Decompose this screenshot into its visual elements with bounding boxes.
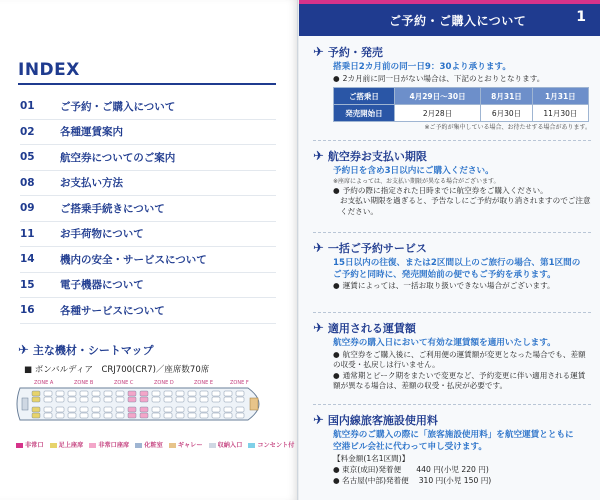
seat [176,407,184,412]
section-title: 航空券お支払い期限 [327,150,427,163]
left-page [0,0,298,500]
index-num: 11 [20,227,35,240]
legend-exit-seat: 非常口座席 [89,440,129,449]
index-num: 15 [20,278,35,291]
seat [140,413,148,418]
seat [164,407,172,412]
legend-exit: 非常口 [16,440,44,449]
divider [313,404,591,406]
index-item[interactable] [20,298,276,324]
seat [116,391,124,396]
section-title: 一括ご予約サービス [327,242,427,255]
highlight-text: 搭乗日2カ月前の同一日9：30より承ります。 [333,62,511,72]
seat [32,407,40,412]
seat [92,397,100,402]
seat [152,407,160,412]
zone-label-f: ZONE F [230,380,249,386]
fee-row: ● 東京(成田)発着便 440 円(小児 220 円) [333,465,489,475]
airplane-icon: ✈ [313,320,324,336]
index-rule [18,83,276,85]
seat [80,391,88,396]
seat [176,397,184,402]
highlight-text: 15日以内の往復、または2区間以上のご旅行の場合、第1区間の [333,258,581,268]
aircraft-label: ■ ボンバルディア CRJ700(CR7)／座席数70席 [24,365,210,375]
seat [236,397,244,402]
seat [56,391,64,396]
seat [92,407,100,412]
table-row-header: 発売開始日 [334,105,395,122]
seat [236,391,244,396]
index-item[interactable] [20,94,276,120]
seat [92,413,100,418]
legend-storage: 収納入口 [209,440,243,449]
airplane-icon: ✈ [313,412,324,428]
seat [164,397,172,402]
index-num: 09 [20,202,35,215]
index-label: お支払い方法 [60,177,123,190]
seat [188,413,196,418]
index-num: 14 [20,253,35,266]
seat [68,397,76,402]
seat [44,413,52,418]
seat [188,397,196,402]
seat [32,413,40,418]
seat [224,413,232,418]
seat [236,413,244,418]
highlight-text: 空港ビル会社に代わって申し受けます。 [333,441,487,452]
seat [128,413,136,418]
sales-schedule-table [333,87,589,122]
index-num: 08 [20,176,35,189]
zone-label-b: ZONE B [74,380,94,386]
legend-outlet: コンセント付 [248,440,294,449]
table-row-header: ご搭乗日 [334,88,395,105]
index-item[interactable] [20,222,276,248]
bullet-text: ● 通常期とピーク期をまたいで変更など、予約変更に伴い適用される運賃額が異なる場合は、差額の収受・払戻が必要です。 [333,370,586,391]
seat [128,407,136,412]
index-label: ご予約・ご購入について [60,100,176,113]
table-cell: 4月29日～30日 [394,88,480,105]
seat [128,391,136,396]
zone-label-a: ZONE A [34,380,54,386]
index-item[interactable] [20,273,276,299]
index-item[interactable] [20,171,276,197]
index-label: お手荷物について [60,228,144,241]
seat [236,407,244,412]
index-label: 航空券についてのご案内 [60,151,176,164]
highlight-text: 航空券の購入日において有効な運賃額を適用いたします。 [333,338,556,348]
seat [140,391,148,396]
highlight-text: 航空券のご購入の際に「旅客施設使用料」を航空運賃とともに [333,430,574,440]
seat [164,413,172,418]
airplane-icon: ✈ [313,148,324,164]
fee-row: ● 名古屋(中部)発着便 310 円(小児 150 円) [333,476,492,486]
seat [200,413,208,418]
zone-label-c: ZONE C [114,380,134,386]
note-text: ※ご予約が集中している場合、お待たせする場合があります。 [424,124,591,132]
seat [68,407,76,412]
index-label: 各種サービスについて [60,304,165,317]
section-bulk-reservation [313,240,591,292]
seat [200,391,208,396]
seat [152,397,160,402]
seat [80,407,88,412]
bullet-text: ● 2カ月前に同一日がない場合は、下記のとおりとなります。 [333,73,545,83]
index-label: ご搭乗手続きについて [60,202,165,215]
section-title: 国内線旅客施設使用料 [327,414,438,427]
bullet-text: ● 航空券をご購入後に、ご利用便の運賃額が変更となった場合でも、差額の収受・払戻しは行いません。 [333,349,586,370]
highlight-text: 予約日を含め3日以内にご購入ください。 [333,166,494,176]
seat [188,407,196,412]
index-item[interactable] [20,247,276,273]
seat [80,413,88,418]
index-num: 01 [20,100,35,113]
table-cell: 2月28日 [394,105,480,122]
section-facility-fee [313,412,591,486]
section-title: 適用される運賃額 [327,322,416,335]
section-number: 1 [576,9,586,25]
index-label: 電子機器について [60,279,144,292]
seat [140,407,148,412]
seat [176,413,184,418]
seat [176,391,184,396]
seat [32,397,40,402]
index-label: 各種運賃案内 [60,126,123,139]
bullet-continuation: お支払い期限を過ぎると、予告なしにご予約が取り消されますのでご注意ください。 [340,196,591,216]
section-header-title: ご予約・ご購入について [389,14,527,28]
divider [313,232,591,234]
seat [224,407,232,412]
seatmap-title-text: 主な機材・シートマップ [32,344,154,357]
index-num: 02 [20,125,35,138]
seat [140,397,148,402]
seat [224,391,232,396]
seat [116,397,124,402]
seatmap-legend [16,440,295,449]
seat [152,391,160,396]
section-title: 予約・発売 [327,46,383,59]
index-list [20,94,276,324]
seat [104,391,112,396]
section-payment-deadline [313,148,591,218]
seat [56,413,64,418]
seat [56,407,64,412]
index-item[interactable] [20,145,276,171]
seat [212,413,220,418]
table-cell: 11月30日 [532,105,588,122]
zone-label-e: ZONE E [194,380,214,386]
seat [68,391,76,396]
seat [152,413,160,418]
right-page [299,0,600,500]
index-item[interactable] [20,120,276,146]
index-num: 16 [20,304,35,317]
fee-heading: 【料金額(1名1区間)】 [333,454,410,464]
index-label: 機内の安全・サービスについて [60,253,207,266]
airplane-icon: ✈ [18,342,29,358]
legend-galley: ギャレー [169,440,203,449]
airplane-icon: ✈ [313,240,324,256]
table-cell: 6月30日 [481,105,533,122]
zone-label-d: ZONE D [154,380,174,386]
divider [313,312,591,314]
seat [44,407,52,412]
index-item[interactable] [20,196,276,222]
legend-legroom: 足上座席 [50,440,84,449]
seat [104,407,112,412]
section-reservation [313,44,591,132]
seat [92,391,100,396]
legend-lavatory: 化粧室 [135,440,163,449]
header-accent [299,0,600,4]
seat [212,391,220,396]
seat [104,413,112,418]
seat [104,397,112,402]
seat [56,397,64,402]
seat [200,397,208,402]
seat [164,391,172,396]
index-title: INDEX [18,60,80,80]
bullet-text: ● 運賃によっては、一括お取り扱いできない場合がございます。 [333,281,555,291]
seat [68,413,76,418]
table-cell: 1月31日 [532,88,588,105]
seat [116,413,124,418]
airplane-icon: ✈ [313,44,324,60]
seat [224,397,232,402]
section-applicable-fare [313,320,591,392]
seat [212,407,220,412]
seat [200,407,208,412]
seat [44,391,52,396]
seat [212,397,220,402]
seatmap-diagram [12,374,274,434]
note-text: ※座席によっては、お支払い期限が異なる場合がございます。 [333,177,500,185]
bullet-text: ● 予約の際に指定された日時までに航空券をご購入ください。 [333,185,548,195]
table-cell: 8月31日 [481,88,533,105]
seat [44,397,52,402]
seatmap-title [18,342,153,358]
seat [128,397,136,402]
highlight-text: ご予約と同時に、発売開始前の便でもご予約を承ります。 [333,269,556,280]
divider [313,140,591,142]
index-num: 05 [20,151,35,164]
seat [80,397,88,402]
seat [32,391,40,396]
seat [188,391,196,396]
seat [116,407,124,412]
